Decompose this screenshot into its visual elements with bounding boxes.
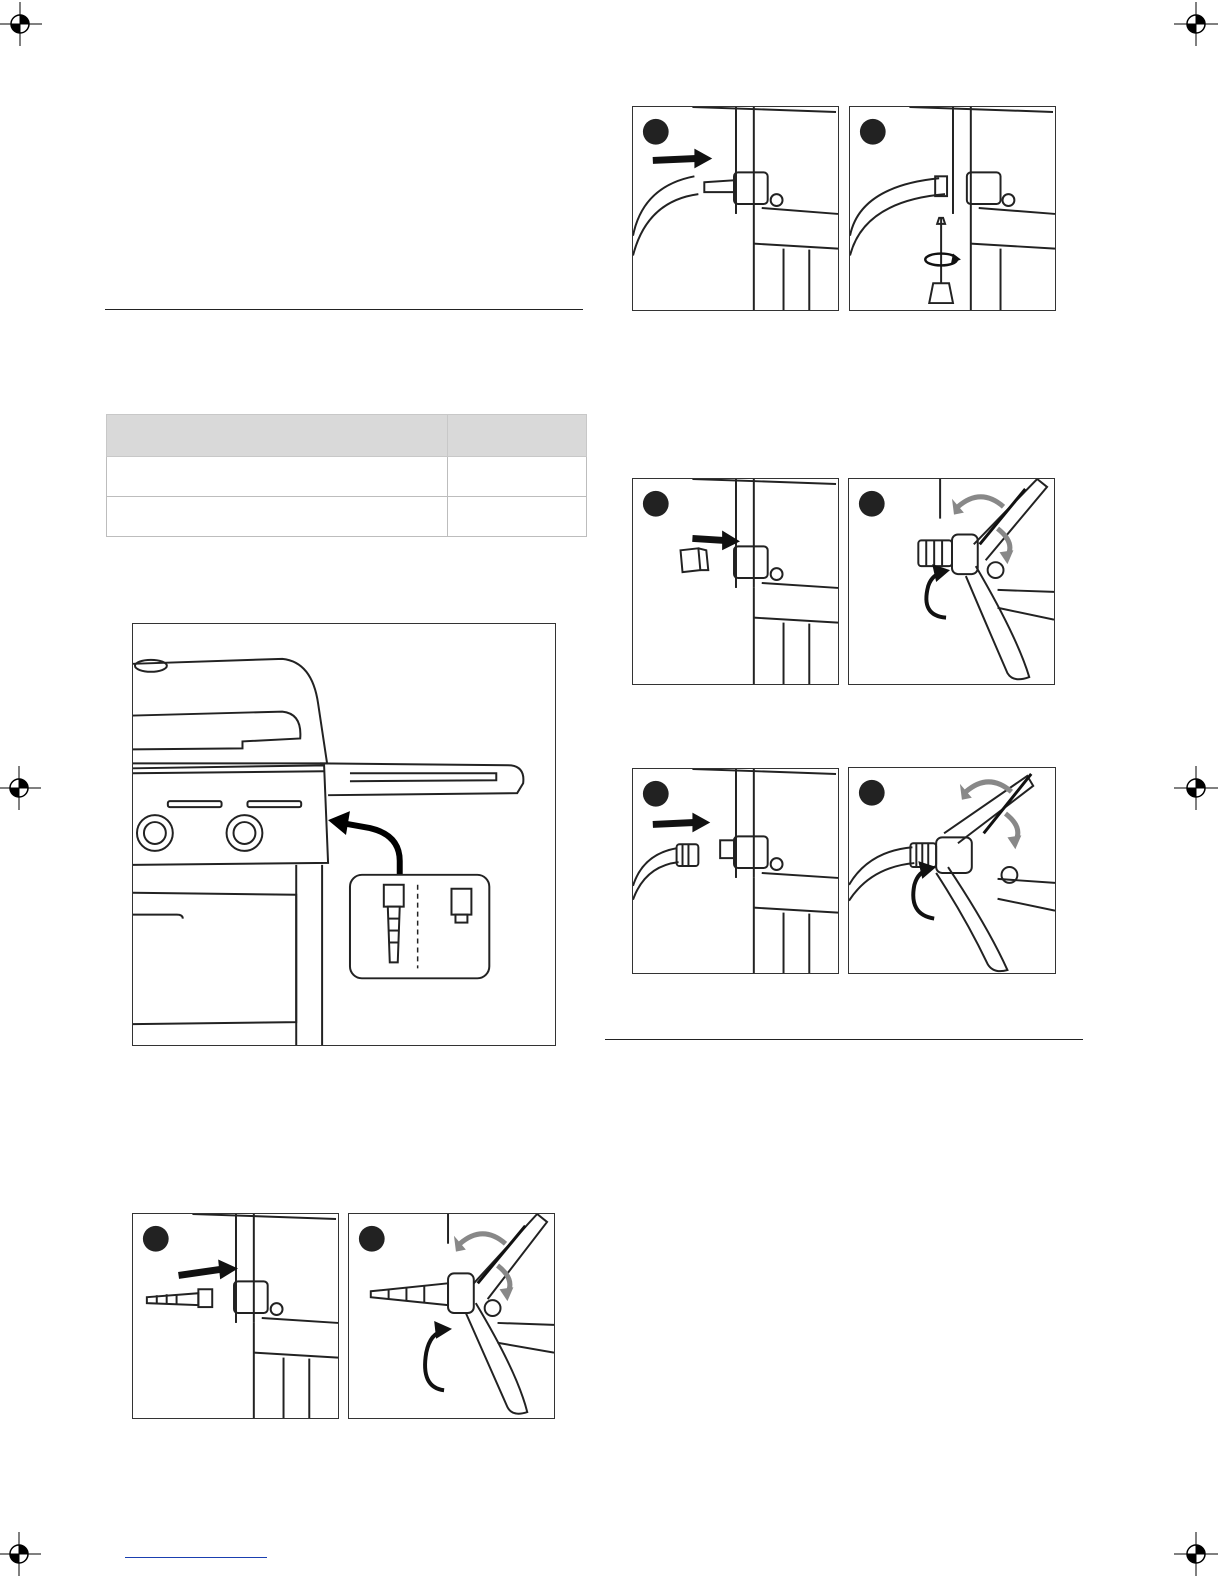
tighten-adapter-spanner-illustration [849, 479, 1054, 684]
registration-mark-bottom-left-icon [0, 1532, 41, 1576]
tighten-threaded-hose-spanner-illustration [849, 768, 1055, 973]
table-cell [448, 497, 587, 537]
table-cell [448, 457, 587, 497]
hose-clamp-step-1-figure [632, 106, 839, 311]
adapter-step-1-figure [632, 478, 839, 685]
threaded-hose-step-2-figure [848, 767, 1056, 974]
registration-mark-mid-right-icon [1174, 766, 1218, 810]
table-row [107, 497, 587, 537]
section-divider-right [605, 1039, 1083, 1040]
table-cell [107, 457, 448, 497]
spec-table-header-cell [107, 415, 448, 457]
hose-clamp-step-2-figure [849, 106, 1056, 311]
grill-overview-figure [132, 623, 556, 1046]
tighten-hose-tail-spanner-illustration [349, 1214, 554, 1418]
bottom-link[interactable] [125, 1557, 267, 1558]
spec-table-header-row [107, 415, 587, 457]
hose-tail-step-1-figure [132, 1213, 339, 1419]
registration-mark-top-left-icon [0, 2, 42, 46]
connect-threaded-hose-arrow-illustration [633, 769, 838, 973]
section-divider-left [105, 309, 583, 310]
threaded-hose-step-1-figure [632, 768, 839, 974]
spec-table [106, 414, 587, 537]
hose-tail-step-2-figure [348, 1213, 555, 1419]
table-row [107, 457, 587, 497]
registration-mark-bottom-right-icon [1174, 1532, 1218, 1576]
registration-mark-mid-left-icon [0, 766, 41, 810]
gas-grill-illustration [133, 624, 555, 1045]
registration-mark-top-right-icon [1174, 2, 1218, 46]
remove-nut-arrow-illustration [133, 1214, 338, 1418]
adapter-step-2-figure [848, 478, 1055, 685]
push-hose-arrow-illustration [633, 107, 838, 310]
table-cell [107, 497, 448, 537]
spec-table-header-cell [448, 415, 587, 457]
insert-adapter-arrow-illustration [633, 479, 838, 684]
screwdriver-clamp-illustration [850, 107, 1055, 310]
